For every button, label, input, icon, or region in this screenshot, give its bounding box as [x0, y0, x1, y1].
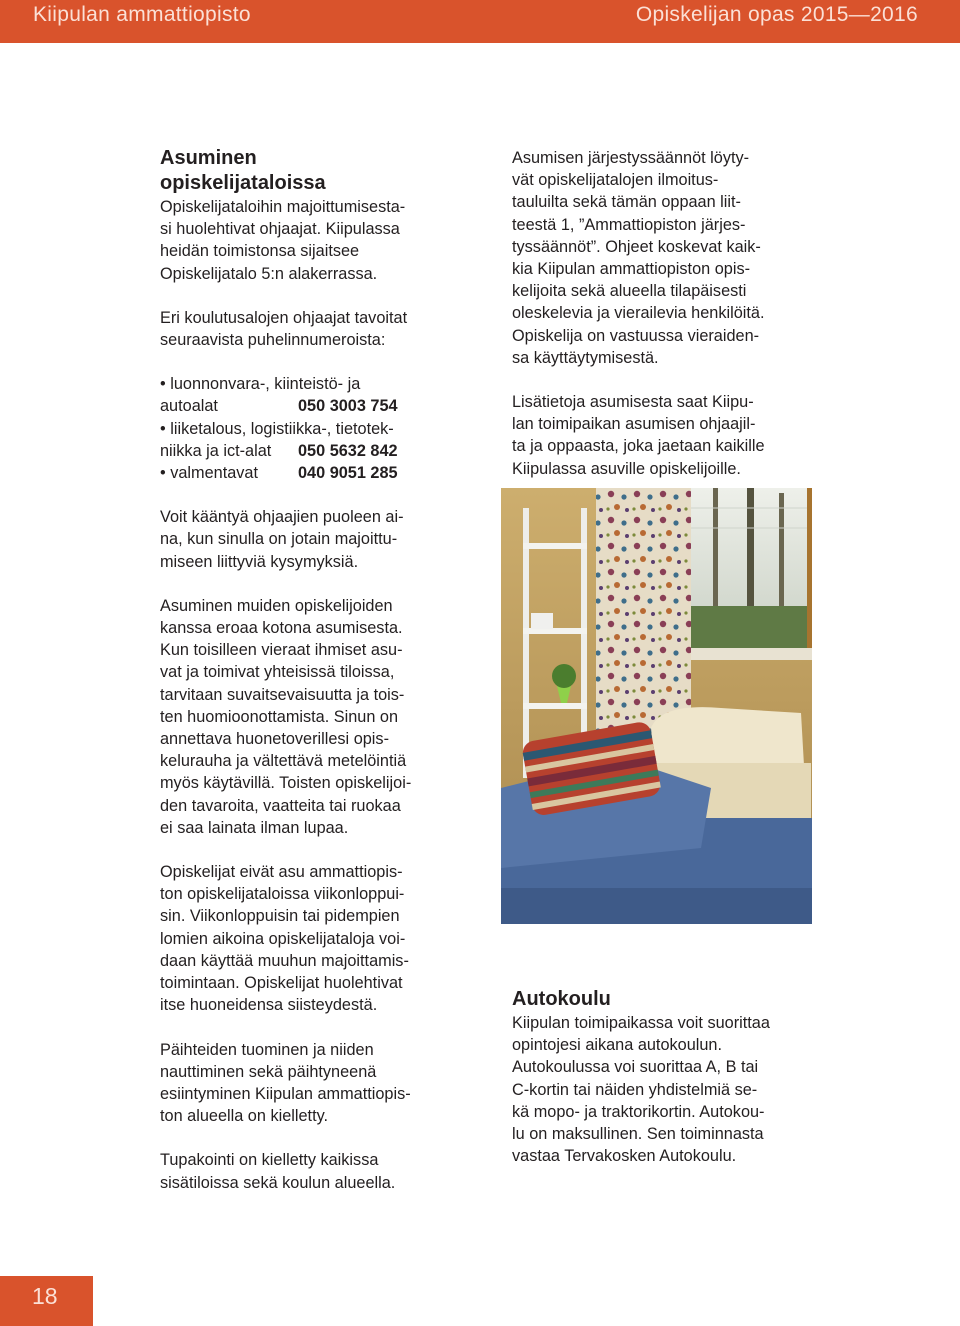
phone-label: niikka ja ict-alat [160, 441, 272, 460]
drugs-paragraph [160, 1039, 460, 1128]
header-publisher: Kiipulan ammattiopisto [33, 3, 251, 26]
text-line: sin. Viikonloppuisin tai pidempien [160, 907, 400, 926]
section-heading-line2: opiskelijataloissa [160, 172, 326, 194]
phone-row [160, 440, 460, 462]
text-line: si huolehtivat ohjaajat. Kiipulassa [160, 220, 400, 239]
right-column [512, 147, 812, 480]
phone-row [160, 462, 460, 484]
text-line: ton opiskelijataloissa viikonloppui- [160, 885, 405, 904]
text-line: sa käyttäytymisestä. [512, 348, 659, 367]
phone-row [160, 395, 460, 417]
page-number-box [0, 1276, 93, 1326]
weekend-paragraph [160, 861, 460, 1016]
text-line: Voit kääntyä ohjaajien puoleen ai- [160, 508, 404, 527]
text-line: tarvitaan suvaitsevaisuutta ja tois- [160, 685, 405, 704]
text-line: na, kun sinulla on jotain majoittu- [160, 530, 398, 549]
text-line: kia Kiipulan ammattiopiston opis- [512, 260, 751, 279]
phone-number: 050 5632 842 [298, 441, 398, 460]
text-line: tauluilta sekä tämän oppaan liit- [512, 193, 741, 212]
text-line: ei saa lainata ilman lupaa. [160, 818, 349, 837]
text-line: myös käytävillä. Toisten opiskelijoi- [160, 774, 412, 793]
text-line: den tavaroita, vaatteita tai ruokaa [160, 796, 401, 815]
text-line: vastaa Tervakosken Autokoulu. [512, 1147, 737, 1166]
text-line: esiintyminen Kiipulan ammattiopis- [160, 1084, 411, 1103]
rules-paragraph [512, 147, 812, 369]
text-line: toimintaan. Opiskelijat huolehtivat [160, 974, 403, 993]
text-line: kelijoita sekä alueella tilapäisesti [512, 282, 747, 301]
text-line: Opiskelijat eivät asu ammattiopis- [160, 863, 403, 882]
intro-paragraph [160, 196, 460, 285]
text-line: opintojesi aikana autokoulun. [512, 1036, 723, 1055]
phone-number: 050 3003 754 [298, 397, 398, 416]
text-line: teestä 1, ”Ammattiopiston järjes- [512, 215, 746, 234]
page-header [0, 0, 960, 43]
text-line: kä mopo- ja traktorikortin. Autokou- [512, 1102, 765, 1121]
text-line: oleskelevia ja vierailevia henkilöitä. [512, 304, 765, 323]
text-line: ta ja oppaasta, joka jaetaan kaikille [512, 437, 765, 456]
phone-label: • valmentavat [160, 464, 259, 483]
text-line: annettava huonetoverillesi opis- [160, 730, 389, 749]
phone-label: • liiketalous, logistiikka-, tietotek- [160, 419, 394, 438]
text-line: lan toimipaikan asumisen ohjaajil- [512, 415, 756, 434]
text-line: lomien aikoina opiskelijataloja voi- [160, 929, 406, 948]
text-line: Kiipulassa asuville opiskelijoille. [512, 459, 741, 478]
text-line: Asuminen muiden opiskelijoiden [160, 596, 393, 615]
header-guide-title: Opiskelijan opas 2015—2016 [635, 3, 918, 26]
text-line: Opiskelija on vastuussa vieraiden- [512, 326, 760, 345]
text-line: kelurauha ja vältettävä metelöintiä [160, 752, 407, 771]
text-line: Opiskelijataloihin majoittumisesta- [160, 198, 406, 216]
text-line: miseen liittyviä kysymyksiä. [160, 552, 359, 571]
text-line: lu on maksullinen. Sen toiminnasta [512, 1125, 764, 1144]
text-line: C-kortin tai näiden yhdistelmiä se- [512, 1080, 758, 1099]
page-number: 18 [32, 1283, 58, 1309]
text-line: itse huoneidensa siisteydestä. [160, 996, 378, 1015]
phone-list [160, 373, 460, 484]
text-line: Lisätietoja asumisesta saat Kiipu- [512, 393, 754, 412]
more-info-paragraph [512, 391, 812, 480]
text-line: Opiskelijatalo 5:n alakerrassa. [160, 264, 378, 283]
text-line: Kiipulan toimipaikassa voit suorittaa [512, 1014, 770, 1032]
text-line: vat ja toimivat yhteisissä tiloissa, [160, 663, 395, 682]
text-line: Kun toisilleen vieraat ihmiset asu- [160, 641, 403, 660]
phone-label: • luonnonvara-, kiinteistö- ja [160, 375, 361, 394]
section-heading-line1: Asuminen [160, 147, 257, 169]
driving-school-heading: Autokoulu [512, 988, 611, 1010]
text-line: vät opiskelijatalojen ilmoitus- [512, 171, 719, 190]
text-line: Tupakointi on kielletty kaikissa [160, 1151, 379, 1170]
text-line: ton alueella on kielletty. [160, 1107, 329, 1126]
text-line: daan käyttää muuhun majoittamis- [160, 951, 409, 970]
driving-school-section [512, 987, 812, 1167]
phones-intro [160, 307, 460, 351]
text-line: ten huomioonottamista. Sinun on [160, 707, 399, 726]
text-line: Eri koulutusalojen ohjaajat tavoitat [160, 308, 408, 327]
living-paragraph [160, 595, 460, 839]
text-line: Asumisen järjestyssäännöt löyty- [512, 149, 750, 167]
text-line: tyssäännöt”. Ohjeet koskevat kaik- [512, 237, 761, 256]
left-column [160, 146, 460, 1194]
text-line: nauttiminen sekä päihtyneenä [160, 1062, 377, 1081]
text-line: heidän toimistonsa sijaitsee [160, 242, 360, 261]
room-photo [501, 488, 812, 924]
phone-label: autoalat [160, 397, 218, 416]
phone-number: 040 9051 285 [298, 464, 398, 483]
text-line: sisätiloissa sekä koulun alueella. [160, 1173, 396, 1192]
text-line: seuraavista puhelinnumeroista: [160, 331, 386, 350]
smoking-paragraph [160, 1149, 460, 1193]
text-line: kanssa eroaa kotona asumisesta. [160, 619, 403, 638]
text-line: Päihteiden tuominen ja niiden [160, 1040, 374, 1059]
text-line: Autokoulussa voi suorittaa A, B tai [512, 1058, 759, 1077]
turn-paragraph [160, 506, 460, 573]
